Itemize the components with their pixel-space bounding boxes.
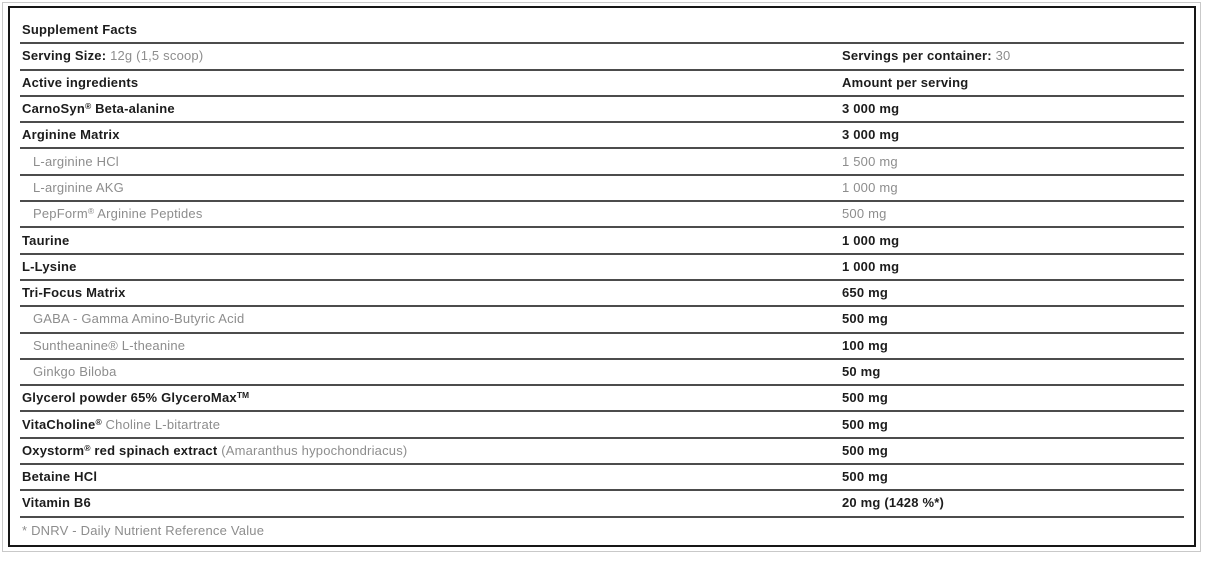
text-segment: L-Lysine — [22, 258, 77, 274]
text-segment: Glycerol powder 65% GlyceroMax — [22, 390, 237, 406]
text-segment: 3 000 mg — [842, 101, 900, 117]
text-segment: Servings per container: — [842, 48, 996, 64]
ingredient-row — [20, 228, 1184, 254]
ingredient-name-cell — [22, 126, 842, 144]
ingredient-name-cell — [22, 179, 842, 197]
serving-info-row — [20, 44, 1184, 70]
text-segment: 650 mg — [842, 285, 889, 301]
text-segment: 3 000 mg — [842, 127, 900, 143]
ingredient-row — [20, 307, 1184, 333]
text-segment: PepForm — [33, 206, 88, 222]
text-segment: ® — [87, 206, 95, 217]
amount-cell — [842, 47, 1182, 65]
text-segment: 1 000 mg — [842, 258, 900, 274]
text-segment: Arginine Matrix — [22, 127, 120, 143]
ingredient-row — [20, 255, 1184, 281]
table-title-row — [20, 18, 1184, 44]
ingredient-name-cell — [22, 47, 842, 65]
text-segment: ® — [95, 416, 102, 427]
text-segment: 1 000 mg — [842, 232, 900, 248]
amount-cell — [842, 100, 1182, 118]
text-segment: Choline L-bitartrate — [101, 416, 221, 432]
text-segment: Ginkgo Biloba — [33, 364, 117, 379]
ingredient-row — [20, 202, 1184, 228]
text-segment: 20 mg (1428 %*) — [842, 495, 944, 511]
text-segment: Supplement Facts — [22, 22, 138, 38]
ingredient-name-cell — [22, 363, 842, 381]
text-segment: Taurine — [22, 232, 70, 248]
text-segment: red spinach extract — [90, 442, 222, 458]
amount-cell — [842, 232, 1182, 250]
amount-cell — [842, 258, 1182, 276]
ingredient-row — [20, 439, 1184, 465]
text-segment: 500 mg — [842, 390, 889, 406]
text-segment: 50 mg — [842, 364, 881, 379]
amount-cell — [842, 153, 1182, 171]
ingredient-row — [20, 412, 1184, 438]
text-segment: 1 500 mg — [842, 153, 898, 169]
text-segment: Oxystorm — [22, 442, 85, 458]
text-segment: 100 mg — [842, 337, 889, 353]
ingredient-name-cell — [22, 205, 842, 223]
amount-cell — [842, 468, 1182, 486]
text-segment: Betaine HCl — [22, 469, 98, 485]
text-segment: ® — [85, 101, 92, 112]
ingredient-name-cell — [22, 258, 842, 276]
text-segment: 500 mg — [842, 416, 889, 432]
text-segment: TM — [236, 390, 250, 401]
ingredient-name-cell — [22, 494, 842, 512]
text-segment: 1 000 mg — [842, 179, 898, 195]
text-segment: Beta-alanine — [91, 101, 175, 117]
text-segment: Tri-Focus Matrix — [22, 285, 126, 301]
ingredient-row — [20, 123, 1184, 149]
footnote-row — [20, 518, 1184, 544]
amount-cell — [842, 416, 1182, 434]
ingredient-name-cell — [22, 232, 842, 250]
amount-cell — [842, 74, 1182, 92]
amount-cell — [842, 205, 1182, 223]
amount-cell — [842, 310, 1182, 328]
text-segment: 12g (1,5 scoop) — [110, 48, 204, 64]
ingredient-name-cell — [22, 21, 842, 39]
ingredient-row — [20, 386, 1184, 412]
text-segment: L-arginine HCl — [33, 153, 119, 169]
ingredient-name-cell — [22, 389, 842, 407]
text-segment: Amount per serving — [842, 74, 969, 90]
text-segment: Serving Size: — [22, 48, 111, 64]
text-segment: CarnoSyn — [22, 101, 86, 117]
ingredient-name-cell — [22, 284, 842, 302]
ingredient-name-cell — [22, 416, 842, 434]
ingredient-name-cell — [22, 310, 842, 328]
amount-cell — [842, 363, 1182, 381]
text-segment: * DNRV - Daily Nutrient Reference Value — [22, 522, 265, 538]
amount-cell — [842, 442, 1182, 460]
text-segment: L-arginine AKG — [33, 179, 124, 195]
ingredient-row — [20, 334, 1184, 360]
ingredient-name-cell — [22, 442, 842, 460]
amount-cell — [842, 494, 1182, 512]
ingredient-row — [20, 97, 1184, 123]
ingredient-name-cell — [22, 153, 842, 171]
ingredient-row — [20, 465, 1184, 491]
text-segment: 500 mg — [842, 311, 889, 327]
ingredient-row — [20, 149, 1184, 175]
column-header-row — [20, 71, 1184, 97]
ingredient-name-cell — [22, 468, 842, 486]
ingredient-row — [20, 281, 1184, 307]
text-segment: 500 mg — [842, 206, 887, 222]
text-segment: ® — [84, 442, 91, 453]
ingredient-name-cell — [22, 337, 842, 355]
text-segment: 500 mg — [842, 469, 889, 485]
amount-cell — [842, 284, 1182, 302]
ingredient-name-cell — [22, 74, 842, 92]
supplement-facts-table — [8, 6, 1196, 547]
text-segment: VitaCholine — [22, 416, 96, 432]
text-segment: Active ingredients — [22, 74, 139, 90]
amount-cell — [842, 179, 1182, 197]
text-segment: Arginine Peptides — [94, 206, 203, 222]
text-segment: Vitamin B6 — [22, 495, 91, 511]
amount-cell — [842, 337, 1182, 355]
text-segment: GABA - Gamma Amino-Butyric Acid — [33, 311, 245, 327]
amount-cell — [842, 126, 1182, 144]
ingredient-name-cell — [22, 100, 842, 118]
amount-cell — [842, 389, 1182, 407]
ingredient-row — [20, 360, 1184, 386]
ingredient-row — [20, 176, 1184, 202]
text-segment: (Amaranthus hypochondriacus) — [221, 442, 408, 458]
text-segment: 500 mg — [842, 442, 889, 458]
text-segment: 30 — [995, 48, 1011, 64]
text-segment: Suntheanine® L-theanine — [33, 337, 186, 353]
ingredient-name-cell — [22, 522, 842, 540]
ingredient-row — [20, 491, 1184, 517]
